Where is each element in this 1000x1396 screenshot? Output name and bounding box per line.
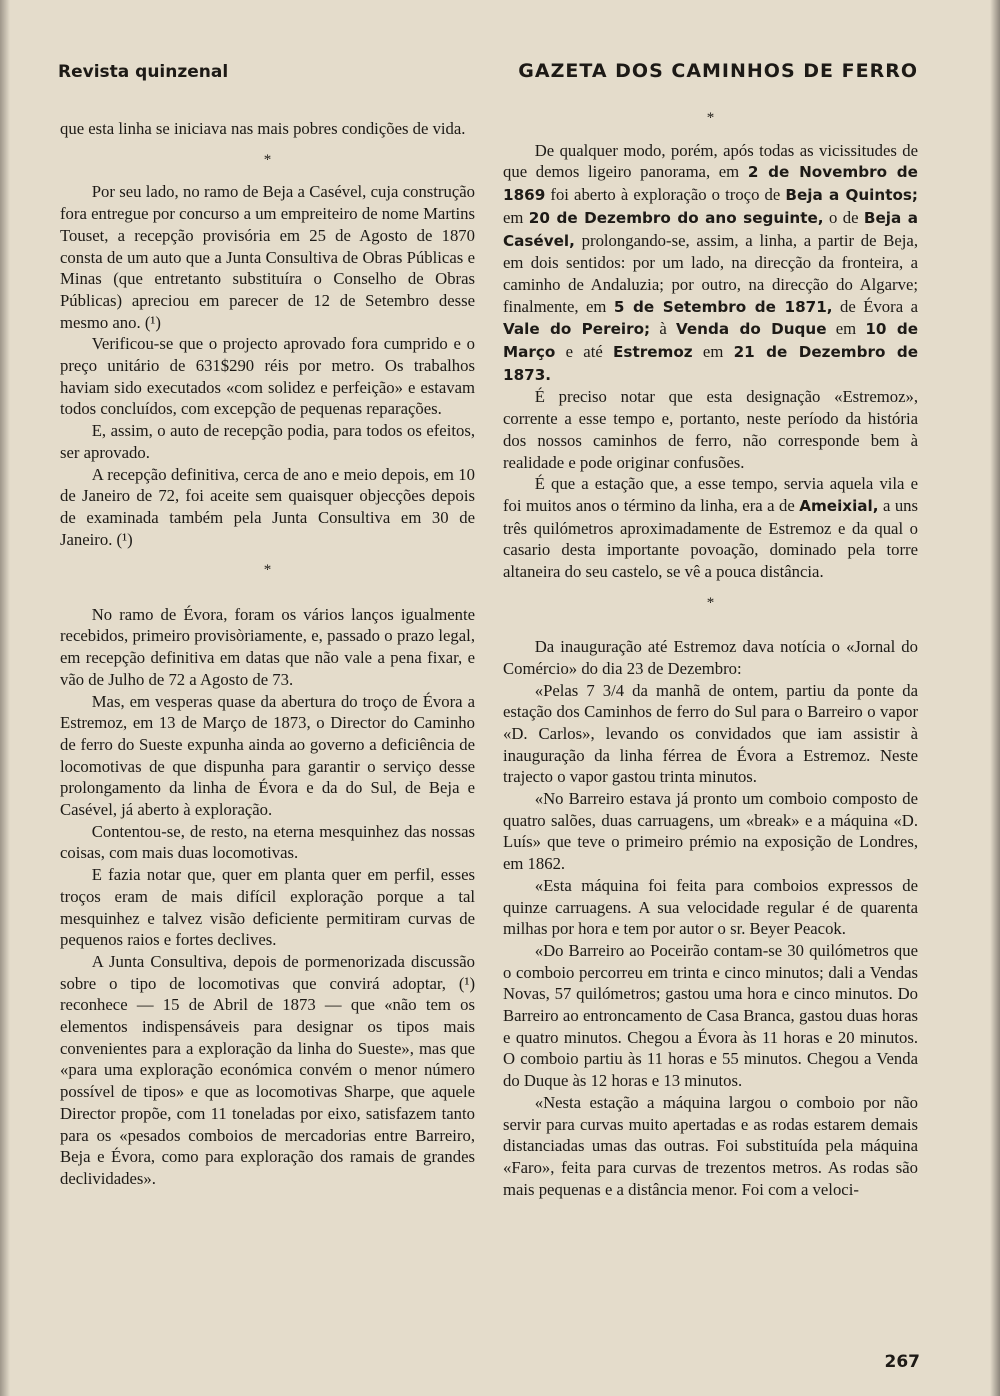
left-paragraph-8: Contentou-se, de resto, na eterna mesquinhez das nossas coisas, com mais duas locomotivas.	[60, 821, 475, 863]
header-right: GAZETA DOS CAMINHOS DE FERRO	[518, 60, 918, 82]
page-edge-right	[990, 0, 1000, 1396]
date-highlight: 5 de Setembro de 1871,	[613, 297, 833, 316]
left-paragraph-4: E, assim, o auto de recepção podia, para todos os efeitos, ser aprovado.	[60, 421, 475, 462]
route-highlight: Beja a Casével,	[503, 208, 918, 250]
page-edge-left	[0, 0, 10, 1396]
page-number: 267	[884, 1352, 920, 1372]
left-column	[60, 118, 475, 1190]
left-paragraph-5: A recepção definitiva, cerca de ano e meio depois, em 10 de Janeiro de 72, foi aceite sem quaisquer objecções depois de examinada também pela Junta Consultiva em 30 de Janeiro. (¹)	[60, 464, 475, 549]
right-column	[503, 110, 919, 1200]
right-paragraph-1: De qualquer modo, porém, após todas as vicissitudes de que demos ligeiro panorama, em 2 de Novembro de 1869 foi aberto à exploração o troço de Beja a Quintos; em 20 de Dezembro do ano seguinte, o de Beja a Casével, prolongando-se, assim, a linha, a partir de Beja, em dois sentidos: por um lado, na direcção da fronteira, a caminho de Andaluzia; por outro, na direcção do Algarve; finalmente, em 5 de Setembro de 1871, de Évora a Vale do Pereiro; à Venda do Duque em 10 de Março e até Estremoz em 21 de Dezembro de 1873.	[503, 140, 919, 384]
right-paragraph-6: «No Barreiro estava já pronto um comboio composto de quatro salões, duas carruagens, um «break» e a máquina «D. Luís» que teve o primeiro prémio na exposição de Londres, em 1862.	[503, 789, 918, 874]
left-paragraph-3: Verificou-se que o projecto aprovado fora cumprido e o preço unitário de 631$290 réis por metro. Os trabalhos haviam sido executados «com solidez e perfeição» e estavam todos concluídos, com excepção de pequenas reparações.	[60, 334, 475, 419]
right-paragraph-7: «Esta máquina foi feita para comboios expressos de quinze carruagens. A sua velocidade regular é de quarenta milhas por hora e tem por autor o sr. Beyer Peacok.	[503, 875, 918, 939]
station-highlight: Ameixial,	[799, 496, 879, 515]
route-highlight: Estremoz	[613, 343, 693, 362]
section-separator: *	[706, 594, 715, 611]
section-separator: *	[706, 110, 715, 126]
route-highlight: Venda do Duque	[675, 320, 827, 339]
running-header	[58, 58, 918, 84]
right-paragraph-9: «Nesta estação a máquina largou o comboio por não servir para curvas muito apertadas e as rodas estarem demais distanciadas umas das outras. Foi substituída pela máquina «Faro», feita para curvas de trezentos metros. As rodas são mais pequenas e a distância menor. Foi com a veloci-	[503, 1092, 918, 1199]
right-paragraph-8: «Do Barreiro ao Poceirão contam-se 30 quilómetros que o comboio percorreu em trinta e cinco minutos; dali a Vendas Novas, 57 quilómetros; gastou uma hora e cinco minutos. Do Barreiro ao entroncamento de Casa Branca, gastou duas horas e quatro minutos. Chegou a Évora às 11 horas e 20 minutos. O comboio partiu às 11 horas e 55 minutos. Chegou a Venda do Duque às 12 horas e 13 minutos.	[503, 940, 918, 1091]
date-highlight: 21 de Dezembro de 1873.	[503, 343, 918, 384]
date-highlight: 2 de Novembro de 1869	[503, 163, 918, 205]
right-paragraph-4: Da inauguração até Estremoz dava notícia o «Jornal do Comércio» do dia 23 de Dezembro:	[503, 637, 918, 678]
left-paragraph-6: No ramo de Évora, foram os vários lanços igualmente recebidos, primeiro provisòriamente, e, passado o prazo legal, em recepção definitiva em datas que não vale a pena fixar, e vão de Julho de 72 a Agosto de 73.	[60, 604, 475, 689]
route-highlight: Beja a Quintos;	[785, 186, 919, 205]
left-paragraph-1: que esta linha se iniciava nas mais pobres condições de vida.	[60, 119, 466, 138]
left-paragraph-2: Por seu lado, no ramo de Beja a Casével, cuja construção fora entregue por concurso a um empreiteiro de nome Martins Touset, a recepção provisória em 25 de Agosto de 1870 consta de um auto que a Junta Consultiva de Obras Públicas e Minas (que entretanto substituíra o Conselho de Obras Públicas) apreciou em parecer de 12 de Setembro desse mesmo ano. (¹)	[60, 182, 475, 332]
right-paragraph-3: É que a estação que, a esse tempo, servia aquela vila e foi muitos anos o término da linha, era a de Ameixial, a uns três quilómetros aproximadamente de Estremoz e da qual o casario desta importante povoação, dominado pela torre altaneira do seu castelo, se vê a pouca distância.	[503, 474, 918, 582]
left-paragraph-10: A Junta Consultiva, depois de pormenorizada discussão sobre o tipo de locomotivas que convirá adoptar, (¹) reconhece — 15 de Abril de 1873 — que «não tem os elementos indispensáveis para designar os tipos mais convenientes para a exploração da linha do Sueste», mas que «para uma exploração económica convém o menor número possível de tipos» e que as locomotivas Sharpe, que aquele Director propõe, com 11 toneladas por eixo, satisfazem tanto para os «pesados comboios de mercadorias entre Barreiro, Beja e Évora, como para exploração dos ramais de grandes declividades».	[60, 951, 475, 1188]
route-highlight: Vale do Pereiro;	[503, 320, 651, 339]
left-paragraph-9: E fazia notar que, quer em planta quer em perfil, esses troços eram de mais difícil exploração porque a tal mesquinhez e talvez visão deficiente permitiram curvas de pequenos raios e fortes declives.	[60, 865, 475, 950]
left-paragraph-7: Mas, em vesperas quase da abertura do troço de Évora a Estremoz, em 13 de Março de 1873, o Director do Caminho de ferro do Sueste expunha ainda ao governo a deficiência de locomotivas de que dispunha para garantir o serviço desse prolongamento da linha de Évora e da do Sul, de Beja e Casével, já aberto à exploração.	[60, 691, 475, 820]
date-highlight: 10 de Março	[503, 320, 918, 362]
date-highlight: 20 de Dezembro do ano seguinte,	[528, 208, 824, 227]
section-separator: *	[263, 151, 272, 168]
section-separator: *	[263, 562, 272, 579]
right-paragraph-5: «Pelas 7 3/4 da manhã de ontem, partiu da ponte da estação dos Caminhos de ferro do Sul para o Barreiro o vapor «D. Carlos», levando os convidados que iam assistir à inauguração da linha férrea de Évora a Estremoz. Neste trajecto o vapor gastou trinta minutos.	[503, 680, 918, 787]
header-left: Revista quinzenal	[58, 62, 229, 82]
right-paragraph-2: É preciso notar que esta designação «Estremoz», corrente a esse tempo e, portanto, neste período da história dos nossos caminhos de ferro, não corresponde bem à realidade e pode originar confusões.	[503, 387, 918, 472]
